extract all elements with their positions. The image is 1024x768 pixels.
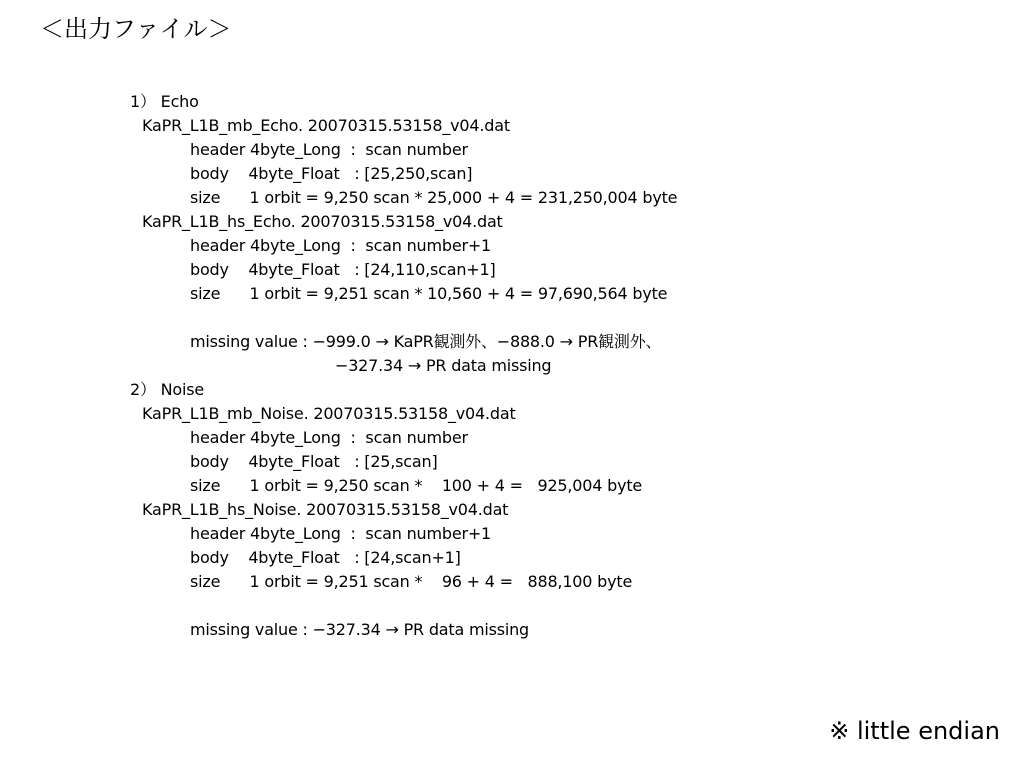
filename-hs-noise: KaPR_L1B_hs_Noise. 20070315.53158_v04.dat <box>142 500 509 519</box>
section-heading-noise: 2） Noise <box>130 380 205 399</box>
header-line: header 4byte_Long : scan number+1 <box>190 236 492 255</box>
header-line: header 4byte_Long : scan number <box>190 140 468 159</box>
missing-value-line-continued: −327.34 → PR data missing <box>335 356 552 375</box>
filename-hs-echo: KaPR_L1B_hs_Echo. 20070315.53158_v04.dat <box>142 212 503 231</box>
missing-value-line: missing value : −999.0 → KaPR観測外、−888.0 → PR観測外、 <box>190 332 662 351</box>
body-line: body 4byte_Float : [25,scan] <box>190 452 438 471</box>
header-line: header 4byte_Long : scan number+1 <box>190 524 492 543</box>
size-line: size 1 orbit = 9,251 scan * 10,560 + 4 = 97,690,564 byte <box>190 284 668 303</box>
body-line: body 4byte_Float : [24,110,scan+1] <box>190 260 496 279</box>
size-line: size 1 orbit = 9,250 scan * 25,000 + 4 = 231,250,004 byte <box>190 188 678 207</box>
section-heading-echo: 1） Echo <box>130 92 199 111</box>
endianness-note: ※ little endian <box>829 717 1000 745</box>
body-line: body 4byte_Float : [25,250,scan] <box>190 164 473 183</box>
size-line: size 1 orbit = 9,250 scan * 100 + 4 = 925,004 byte <box>190 476 643 495</box>
filename-mb-echo: KaPR_L1B_mb_Echo. 20070315.53158_v04.dat <box>142 116 510 135</box>
size-line: size 1 orbit = 9,251 scan * 96 + 4 = 888,100 byte <box>190 572 633 591</box>
missing-value-line: missing value : −327.34 → PR data missing <box>190 620 529 639</box>
page-title: ＜出力ファイル＞ <box>40 15 232 43</box>
filename-mb-noise: KaPR_L1B_mb_Noise. 20070315.53158_v04.dat <box>142 404 516 423</box>
body-line: body 4byte_Float : [24,scan+1] <box>190 548 461 567</box>
header-line: header 4byte_Long : scan number <box>190 428 468 447</box>
